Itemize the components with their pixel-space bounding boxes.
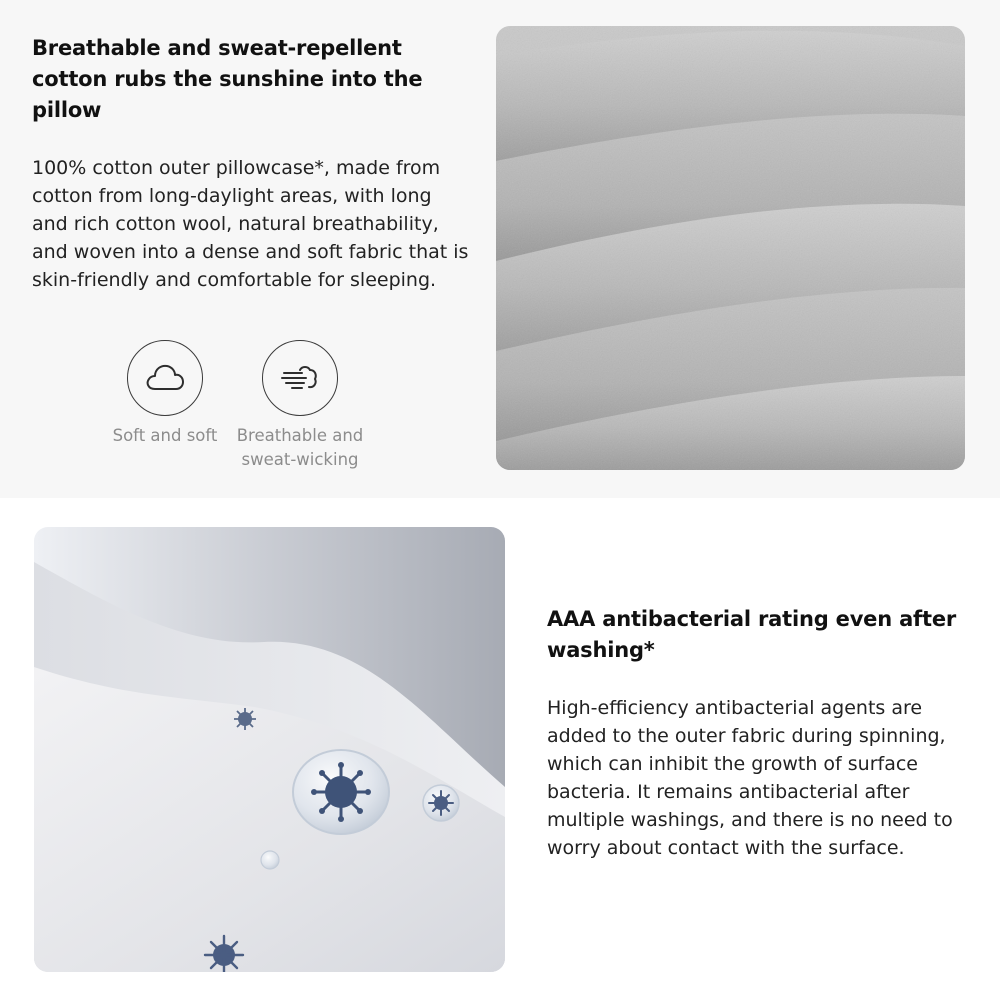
cotton-description: 100% cotton outer pillowcase*, made from cotton from long-daylight areas, with long and rich cotton wool, natural breathability, and woven into a dense and soft fabric that is skin-friendly and comfortable for sleeping.: [32, 157, 469, 291]
cotton-fabric-image: [496, 26, 965, 470]
droplet-icon: [261, 851, 279, 869]
feature-soft: [100, 340, 230, 448]
feature-soft-label: Soft and soft: [112, 426, 218, 445]
wind-icon: [262, 340, 338, 416]
bacteria-small-bubble-icon: [423, 785, 459, 821]
bacteria-icon: [234, 708, 256, 730]
antibacterial-description: High-efficiency antibacterial agents are added to the outer fabric during spinning, which can inhibit the growth of surface bacteria. It remains antibacterial after multiple washings, and there is no need to worry about contact with the surface.: [547, 697, 953, 859]
cloud-icon: [127, 340, 203, 416]
feature-breathable-label: Breathable and sweat-wicking: [236, 426, 364, 469]
feature-breathable: [235, 340, 365, 472]
cotton-section: [0, 0, 1000, 498]
antibacterial-image: [34, 527, 505, 972]
cotton-heading: Breathable and sweat-repellent cotton rubs the sunshine into the pillow: [32, 36, 423, 122]
bacteria-bubble-icon: [293, 750, 389, 834]
antibacterial-heading: AAA antibacterial rating even after washing*: [547, 607, 957, 662]
